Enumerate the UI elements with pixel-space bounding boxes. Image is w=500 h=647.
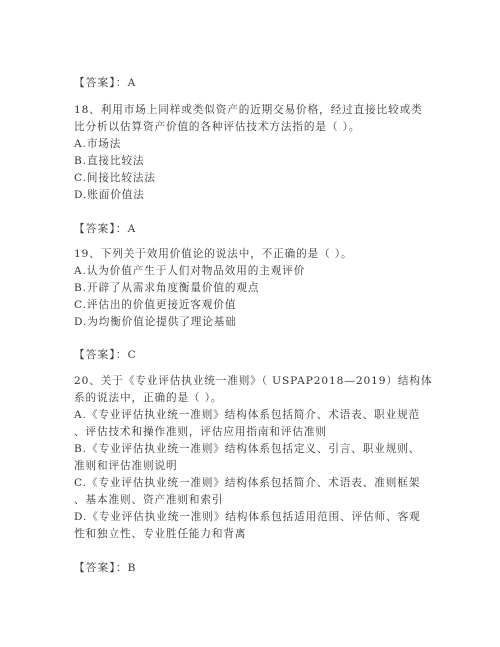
answer-line-q17 bbox=[74, 76, 137, 90]
question-20-option-b-line-2: 准则和评估准则说明 bbox=[74, 460, 178, 472]
question-18-stem-line-2: 比分析以估算资产价值的各种评估技术方法指的是（ ）。 bbox=[74, 121, 361, 133]
question-18-option-b: B.直接比较法 bbox=[74, 155, 145, 167]
answer-value: A bbox=[127, 223, 137, 235]
question-19-stem: 19、下列关于效用价值论的说法中，不正确的是（ ）。 bbox=[74, 248, 353, 260]
question-18-option-d: D.账面价值法 bbox=[74, 189, 145, 201]
answer-value: B bbox=[127, 562, 137, 574]
answer-value: C bbox=[127, 349, 137, 361]
question-18-option-a: A.市场法 bbox=[74, 138, 122, 150]
answer-label: 【答案】： bbox=[74, 562, 128, 574]
question-20-option-a-line-2: 、评估技术和操作准则，评估应用指南和评估准则 bbox=[74, 426, 327, 438]
question-18-stem-line-1: 18、利用市场上同样或类似资产的近期交易价格，经过直接比较或类 bbox=[74, 104, 423, 116]
question-20-option-b-line-1: B.《专业评估执业统一准则》结构体系包括定义、引言、职业规则、 bbox=[74, 443, 421, 455]
answer-label: 【答案】： bbox=[74, 349, 128, 361]
question-19-option-d: D.为均衡价值论提供了理论基础 bbox=[74, 316, 237, 328]
answer-value: A bbox=[127, 77, 137, 89]
question-18-option-c: C.间接比较法法 bbox=[74, 172, 156, 184]
answer-label: 【答案】： bbox=[74, 77, 128, 89]
question-20-option-d-line-1: D.《专业评估执业统一准则》结构体系包括适用范围、评估师、客观 bbox=[74, 511, 421, 523]
question-19-option-b: B.开辟了从需求角度衡量价值的观点 bbox=[74, 282, 260, 294]
question-20-option-d-line-2: 性和独立性、专业胜任能力和背离 bbox=[74, 528, 247, 540]
answer-line-q19 bbox=[74, 348, 137, 362]
question-20-option-c-line-2: 、基本准则、资产准则和索引 bbox=[74, 494, 224, 506]
answer-line-q18 bbox=[74, 222, 137, 236]
question-19-option-a: A.认为价值产生于人们对物品效用的主观评价 bbox=[74, 265, 306, 277]
question-20-stem-line-2: 系的说法中，正确的是（ ）。 bbox=[74, 392, 223, 404]
answer-label: 【答案】： bbox=[74, 223, 128, 235]
question-20-stem-line-1: 20、关于《专业评估执业统一准则》（ USPAP2018—2019）结构体 bbox=[74, 375, 433, 387]
question-19-option-c: C.评估出的价值更接近客观价值 bbox=[74, 299, 237, 311]
answer-line-q20 bbox=[74, 561, 137, 575]
question-20-option-c-line-1: C.《专业评估执业统一准则》结构体系包括简介、术语表、准则框架 bbox=[74, 477, 421, 489]
question-20-option-a-line-1: A.《专业评估执业统一准则》结构体系包括简介、术语表、职业规范 bbox=[74, 409, 421, 421]
